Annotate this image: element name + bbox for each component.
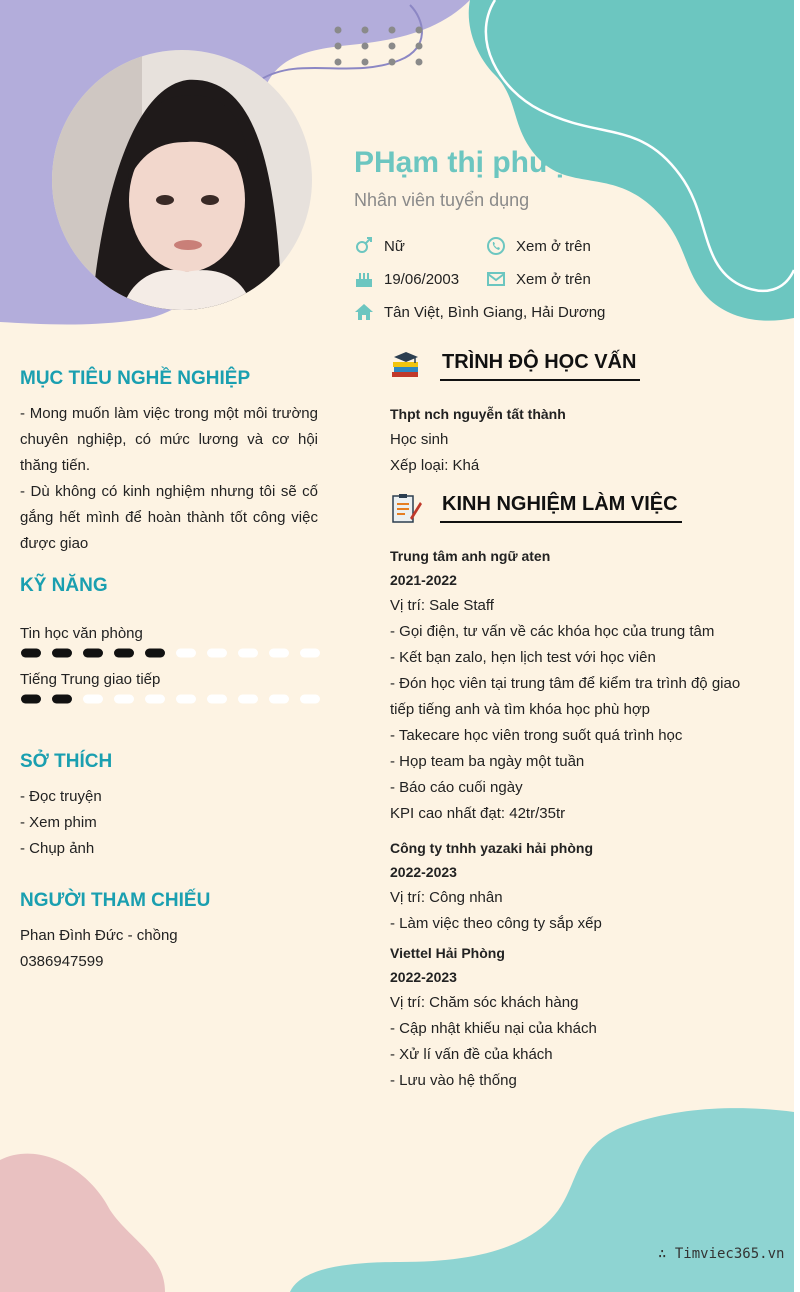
info-gender bbox=[354, 236, 405, 256]
skill-pill-filled bbox=[52, 649, 72, 658]
candidate-name: PHạm thị phượng bbox=[354, 146, 609, 179]
job-entry bbox=[390, 835, 602, 937]
skill-pill-empty bbox=[238, 649, 258, 658]
skill-pill-empty bbox=[269, 695, 289, 704]
company-name: Công ty tnhh yazaki hải phòng bbox=[390, 840, 593, 856]
job-line: tiếp tiếng anh và tìm khóa học phù hợp bbox=[390, 701, 651, 718]
whatsapp-icon bbox=[486, 236, 506, 256]
birthday-value: 19/06/2003 bbox=[384, 270, 460, 288]
phone-value: Xem ở trên bbox=[516, 237, 591, 255]
hobby-item: - Đọc truyện bbox=[20, 788, 102, 805]
job-line: - Đón học viên tại trung tâm để kiểm tra trình độ giao bbox=[390, 675, 741, 692]
gender-value: Nữ bbox=[384, 237, 405, 255]
education-title: TRÌNH ĐỘ HỌC VẤN bbox=[440, 351, 640, 381]
objective-line: gắng hết mình để hoàn thành tốt công việc bbox=[20, 509, 318, 526]
references-title: NGƯỜI THAM CHIẾU bbox=[20, 890, 211, 911]
info-address bbox=[354, 302, 605, 322]
references-list bbox=[20, 923, 318, 975]
skill-pill-empty bbox=[176, 649, 196, 658]
job-line: KPI cao nhất đạt: 42tr/35tr bbox=[390, 805, 566, 822]
skill-pill-filled bbox=[21, 695, 41, 704]
home-icon bbox=[354, 302, 374, 322]
objective-line: - Mong muốn làm việc trong một môi trường bbox=[20, 405, 318, 422]
address-value: Tân Việt, Bình Giang, Hải Dương bbox=[384, 303, 606, 321]
reference-line: Phan Đình Đức - chồng bbox=[20, 927, 178, 944]
skill-name: Tiếng Trung giao tiếp bbox=[20, 671, 161, 688]
job-line: - Gọi điện, tư vấn về các khóa học của trung tâm bbox=[390, 623, 715, 640]
objective-line: thăng tiến. bbox=[20, 457, 91, 474]
experience-title: KINH NGHIỆM LÀM VIỆC bbox=[440, 493, 682, 523]
graduation-books-icon bbox=[390, 350, 422, 382]
objective-line: được giao bbox=[20, 535, 89, 552]
skill-name: Tin học văn phòng bbox=[20, 625, 143, 642]
skill-pill-empty bbox=[114, 695, 134, 704]
company-name: Trung tâm anh ngữ aten bbox=[390, 548, 551, 564]
hobby-item: - Chụp ảnh bbox=[20, 840, 95, 857]
job-period: 2022-2023 bbox=[390, 864, 457, 880]
hobbies-title: SỞ THÍCH bbox=[20, 751, 113, 772]
skill-pill-empty bbox=[83, 695, 103, 704]
job-line: - Báo cáo cuối ngày bbox=[390, 779, 523, 796]
gender-icon bbox=[354, 236, 374, 256]
skill-pill-empty bbox=[207, 649, 227, 658]
skill-pill-empty bbox=[238, 695, 258, 704]
email-value: Xem ở trên bbox=[516, 270, 591, 288]
info-phone bbox=[486, 236, 591, 256]
education-block bbox=[390, 401, 566, 479]
job-line: - Takecare học viên trong suốt quá trình học bbox=[390, 727, 683, 744]
job-line: - Cập nhật khiếu nại của khách bbox=[390, 1020, 597, 1037]
skill-pill-filled bbox=[52, 695, 72, 704]
education-header bbox=[390, 350, 640, 382]
birthday-cake-icon bbox=[354, 269, 374, 289]
objective-line: chuyên nghiệp, có mức lương và cơ hội bbox=[20, 431, 318, 448]
skill-pill-filled bbox=[21, 649, 41, 658]
skill-pill-empty bbox=[145, 695, 165, 704]
skill-pill-empty bbox=[176, 695, 196, 704]
objective-line: - Dù không có kinh nghiệm nhưng tôi sẽ cố bbox=[20, 483, 318, 500]
job-line: Vị trí: Chăm sóc khách hàng bbox=[390, 994, 579, 1011]
job-period: 2021-2022 bbox=[390, 572, 457, 588]
footer-brand: ∴ Timviec365.vn bbox=[658, 1246, 785, 1262]
job-line: Vị trí: Công nhân bbox=[390, 889, 503, 906]
skill-level-bar bbox=[20, 647, 320, 659]
bottom-pink-blob bbox=[0, 1154, 165, 1292]
job-line: - Kết bạn zalo, hẹn lịch test với học viên bbox=[390, 649, 656, 666]
info-email bbox=[486, 269, 591, 289]
hobbies-list bbox=[20, 784, 318, 862]
experience-header bbox=[390, 492, 682, 524]
school-name: Thpt nch nguyễn tất thành bbox=[390, 406, 566, 422]
skill-pill-empty bbox=[207, 695, 227, 704]
hobby-item: - Xem phim bbox=[20, 814, 97, 831]
skill-pill-filled bbox=[145, 649, 165, 658]
job-entry bbox=[390, 940, 597, 1094]
job-line: - Xử lí vấn đề của khách bbox=[390, 1046, 553, 1063]
job-line: - Lưu vào hệ thống bbox=[390, 1072, 517, 1089]
clipboard-pen-icon bbox=[390, 492, 422, 524]
education-line: Học sinh bbox=[390, 431, 449, 448]
skill-level-bar bbox=[20, 693, 320, 705]
job-title: Nhân viên tuyển dụng bbox=[354, 190, 530, 210]
job-line: - Làm việc theo công ty sắp xếp bbox=[390, 915, 602, 932]
job-period: 2022-2023 bbox=[390, 969, 457, 985]
job-line: Vị trí: Sale Staff bbox=[390, 597, 494, 614]
avatar-photo bbox=[52, 50, 312, 310]
job-line: - Họp team ba ngày một tuần bbox=[390, 753, 585, 770]
company-name: Viettel Hải Phòng bbox=[390, 945, 505, 961]
skill-pill-filled bbox=[114, 649, 134, 658]
education-line: Xếp loại: Khá bbox=[390, 457, 480, 474]
info-birthday bbox=[354, 269, 459, 289]
skills-title: KỸ NĂNG bbox=[20, 575, 108, 596]
skill-pill-empty bbox=[300, 695, 320, 704]
objective-text bbox=[20, 401, 318, 557]
skill-pill-empty bbox=[269, 649, 289, 658]
reference-line: 0386947599 bbox=[20, 953, 104, 970]
job-entry bbox=[390, 543, 740, 827]
objective-title: MỤC TIÊU NGHỀ NGHIỆP bbox=[20, 368, 251, 389]
envelope-icon bbox=[486, 269, 506, 289]
skill-pill-empty bbox=[300, 649, 320, 658]
bottom-teal-blob bbox=[290, 1108, 794, 1292]
skill-pill-filled bbox=[83, 649, 103, 658]
